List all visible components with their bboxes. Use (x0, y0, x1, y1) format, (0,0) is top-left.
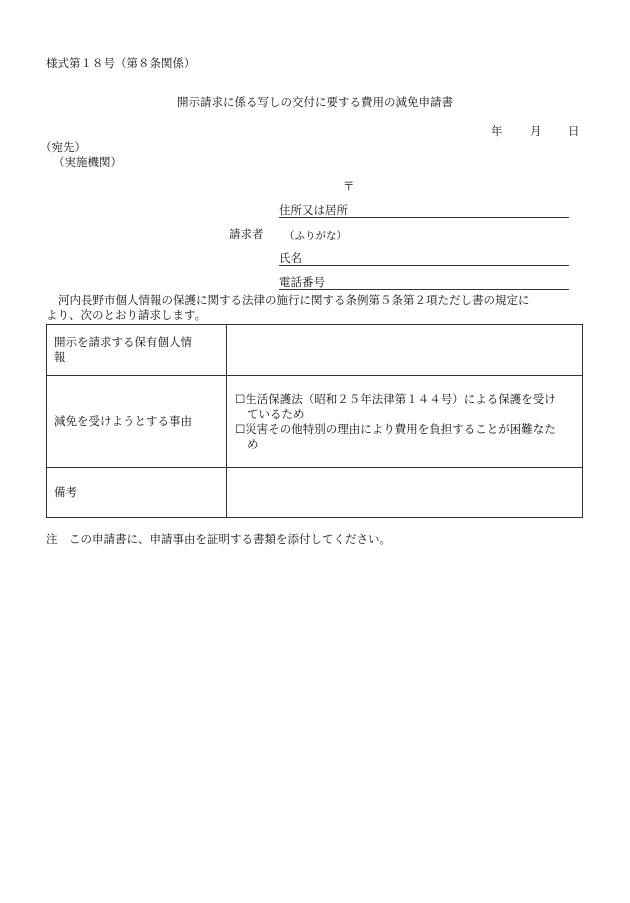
request-table (46, 324, 583, 518)
table-row (47, 376, 583, 468)
requester-label: 請求者 (229, 227, 264, 241)
reason-options-cell: ☐生活保護法（昭和２５年法律第１４４号）による保護を受け ているため ☐災害その他特別の理由により費用を負担することが困難なた め (227, 376, 583, 468)
intro-line-1: 河内長野市個人情報の保護に関する法律の施行に関する条例第５条第２項ただし書の規定に (58, 293, 530, 307)
addressee-label: （宛先） (40, 140, 86, 154)
row-label-reason: 減免を受けようとする事由 (47, 376, 227, 468)
row-label-info: 開示を請求する保有個人情 報 (47, 325, 227, 376)
phone-label: 電話番号 (279, 275, 325, 289)
intro-line-2: より、次のとおり請求します。 (46, 308, 207, 322)
form-title: 開示請求に係る写しの交付に要する費用の減免申請書 (177, 95, 453, 109)
date-month: 月 (530, 124, 542, 138)
postal-mark: 〒 (343, 179, 355, 193)
form-number: 様式第１８号（第８条関係） (46, 56, 196, 70)
info-value-cell[interactable] (227, 325, 583, 376)
address-label: 住所又は居所 (279, 203, 348, 217)
addressee-org: （実施機関） (53, 155, 122, 169)
name-label: 氏名 (279, 251, 302, 265)
date-day: 日 (568, 124, 580, 138)
note-text: 注 この申請書に、申請事由を証明する書類を添付してください。 (46, 532, 391, 546)
phone-field[interactable] (279, 275, 569, 290)
row-label-remarks: 備考 (47, 468, 227, 518)
reason-option-disaster[interactable]: ☐災害その他特別の理由により費用を負担することが困難なた (235, 421, 556, 436)
table-row (47, 325, 583, 376)
furigana-label: （ふりがな） (284, 230, 347, 242)
table-row (47, 468, 583, 518)
address-field[interactable] (279, 203, 569, 218)
reason-option-welfare[interactable]: ☐生活保護法（昭和２５年法律第１４４号）による保護を受け (235, 391, 556, 406)
name-field[interactable] (279, 251, 569, 266)
date-year: 年 (491, 124, 503, 138)
remarks-value-cell[interactable] (227, 468, 583, 518)
